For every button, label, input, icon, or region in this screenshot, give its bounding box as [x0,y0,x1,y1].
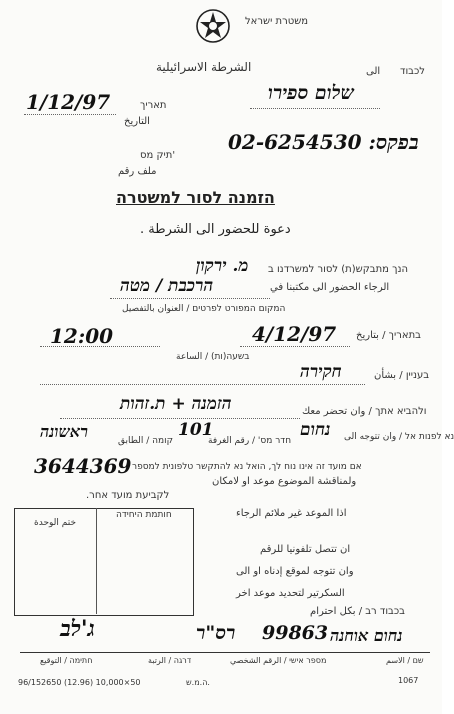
police-star-emblem-icon [195,8,231,44]
request-line-he: הנך מתבקש(ת) לסור למשרדנו ב [268,264,409,275]
recipient-name: שלום ספירו [268,82,354,104]
appt-note-ar: ولمناقشة الموضوع موعد او لامكان [212,476,357,487]
signer-id: 99863 [262,622,329,644]
floor-label: קומה / الطابق [118,436,173,446]
time-field-label: בשעה(ות) / الساعة [176,352,250,362]
room-label: חדר מס' / رقم الغرفة [208,436,292,446]
note-line-d: السكرتير لتحديد موعد اخر [236,588,345,599]
form-code-left: 96/152650 (12.96) 10,000×50 [18,678,141,687]
phone-note: אם מועד זה אינו נוח לך, הואל נא להתקשר טלפונית למספר [132,462,362,472]
appt-note-he: לקביעת מועד אחר. [86,490,170,501]
unit-name: מ. ירקון [196,256,249,276]
address-label: המקום המפורט לפרטים / العنوان بالتفصيل [122,304,286,314]
office-location: הרכבת / מטה [120,276,214,296]
refer-label: נא לפנות אל / وان تتوجه الى [344,432,454,442]
contact-name: נחום [300,420,331,440]
rank-label: דרגה / الرتبة [148,656,192,665]
regards: בכבוד רב / بكل احترام [310,606,405,617]
topic-value: חקירה [300,362,342,382]
phone-number: 3644369 [34,454,132,478]
date-field-label: בתאריך / بتاريخ [356,330,421,341]
note-line-a: اذا الموعد غير ملائم الرجاء [236,508,347,519]
stamp-label-ar: ختم الوحدة [34,518,77,528]
sign-label: חתימה / التوقيع [40,656,93,665]
signer-name: נחום אוחנה [330,626,403,645]
bring-items: הזמנה + ת.זהות [120,394,232,414]
signer-rank: רס"ר [196,622,236,644]
fax-number: בפקס: 02-6254530 [228,130,419,154]
floor-value: ראשונה [40,422,88,441]
topic-label: בעניין / بشأن [374,370,430,381]
issue-date: 1/12/97 [26,90,111,114]
org-name-hebrew: משטרת ישראל [245,16,309,27]
id-label: מספר אישי / الرقم الشخصي [230,656,327,665]
note-line-b: ان تتصل تلفونيا للرقم [260,544,351,555]
file-label-he: תיק מס' [140,150,176,161]
request-line-ar: الرجاء الحضور الى مكتبنا في [270,282,390,293]
appointment-date: 4/12/97 [252,322,337,346]
file-label-ar: ملف رقم [118,166,157,177]
note-line-c: وان تتوجه لموقع إدناه او الى [236,566,354,577]
to-label-ar: الى [366,66,381,77]
form-code-mid: ה.מ.ש. [186,678,210,687]
date-label-he: תאריך [140,100,167,111]
name-label: שם / الاسم [386,656,424,665]
to-label-he: לכבוד [400,66,425,77]
appointment-time: 12:00 [50,324,114,348]
org-name-arabic: الشرطة الاسرائيلية [156,60,252,74]
form-title-hebrew: הזמנה לסור למשטרה [116,188,275,207]
form-title-arabic: دعوة للحضور الى الشرطة . [140,222,291,237]
bring-label: ולהביא אתך / وان تحضر معك [302,406,427,417]
date-label-ar: التاريخ [124,116,150,127]
signature: ג'לב [60,616,95,642]
form-code-right: 1067 [398,676,419,685]
room-number: 101 [178,420,214,440]
stamp-label-he: חותמת היחידה [116,510,172,520]
